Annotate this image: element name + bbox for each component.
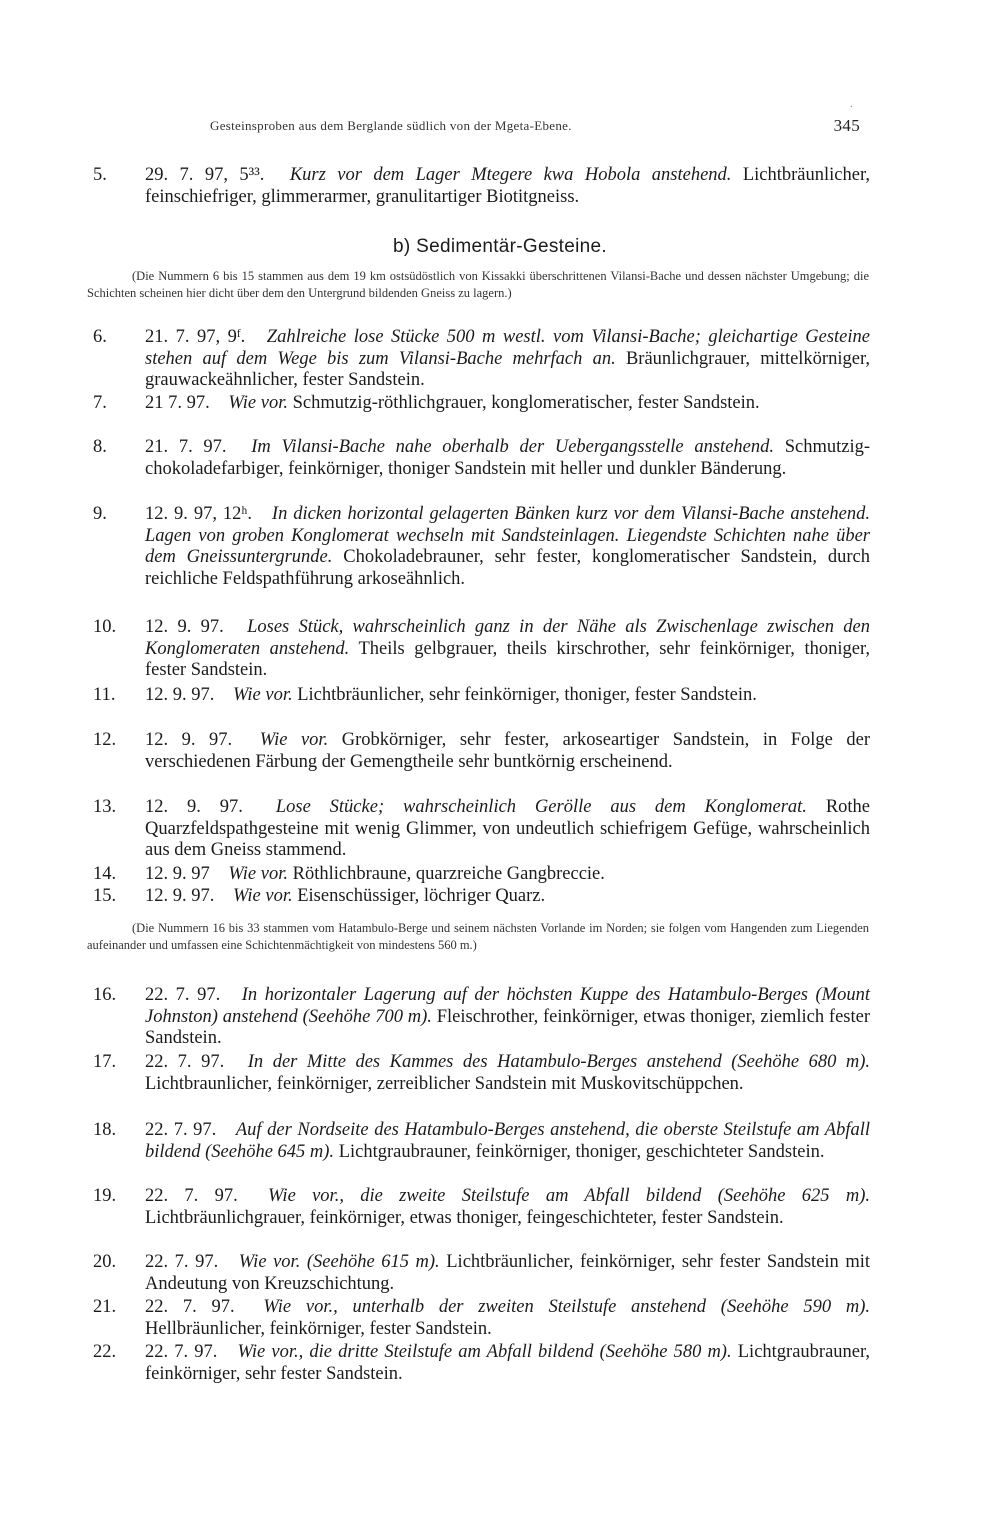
entry-location: Lose Stücke; wahrscheinlich Gerölle aus dem Konglomerat. (275, 797, 807, 817)
entry-number: 22. (93, 1342, 117, 1362)
entry (93, 617, 871, 682)
entry-description: Lichtbräunlichgrauer, feinkörniger, etwas thoniger, feingeschichteter, fester Sandstein. (145, 1207, 784, 1228)
entry (93, 327, 870, 392)
entry-number: 5. (93, 165, 107, 185)
entry-date: 12. 9. 97, 12ʰ. (145, 504, 252, 524)
entry-number: 20. (93, 1252, 117, 1272)
entry-description: Lichtbräunlicher, feinkörniger, sehr fester Sandstein mit Andeutung von Kreuzschichtung. (145, 1252, 871, 1294)
entry-location: Wie vor. (259, 730, 329, 750)
entry-description: Fleischrother, feinkörniger, etwas thoniger, ziemlich fester Sandstein. (145, 1006, 871, 1049)
entry-location: Zahlreiche lose Stücke 500 m westl. vom Vilansi-Bache; gleichartige Gesteine stehen auf dem Wege bis zum Vilansi-Bache mehrfach an. (145, 327, 870, 369)
entry-date: 22. 7. 97. (145, 1342, 218, 1362)
entry-location: In horizontaler Lagerung auf der höchsten Kuppe des Hatambulo-Berges (Mount Johnston) anstehend (Seehöhe 700 m). (145, 985, 871, 1027)
entry (93, 1120, 870, 1163)
entry-date: 22. 7. 97. (145, 1120, 217, 1140)
entry-date: 12. 9. 97 (145, 864, 210, 884)
entry (93, 437, 871, 480)
entry-location: In dicken horizontal gelagerten Bänken kurz vor dem Vilansi-Bache anstehend. Lagen von groben Konglomerat wechseln mit Sandsteinlagen. Liegendste Schichten nahe über dem Gneissuntergrunde. (145, 504, 871, 568)
entry-description: Lichtbraunlicher, feinkörniger, zerreiblicher Sandstein mit Muskovitschüppchen. (145, 1073, 744, 1094)
entry-date: 21 7. 97. (145, 393, 210, 413)
entry-date: 22. 7. 97. (145, 1052, 225, 1072)
entry (93, 1342, 871, 1385)
entry-number: 19. (93, 1186, 117, 1206)
section-heading: b) Sedimentär-Gesteine. (393, 236, 607, 257)
entry-description: Lichtgraubrauner, feinkörniger, thoniger, geschichteter Sandstein. (338, 1141, 825, 1162)
entry (93, 1186, 871, 1229)
entry-location: Loses Stück, wahrscheinlich ganz in der Nähe als Zwischenlage zwischen den Konglomeraten anstehend. (145, 617, 871, 659)
page-mark: . (850, 99, 853, 110)
entry-location: Wie vor., die zweite Steilstufe am Abfall bildend (Seehöhe 625 m). (268, 1186, 871, 1206)
entry-description: Hellbräunlicher, feinkörniger, fester Sandstein. (145, 1318, 492, 1339)
entry-location: Wie vor. (Seehöhe 615 m). (238, 1252, 440, 1272)
entry-location: Wie vor. (228, 393, 288, 413)
entry-number: 16. (93, 985, 117, 1005)
entry-date: 22. 7. 97. (145, 1297, 235, 1317)
entry-location: Wie vor., unterhalb der zweiten Steilstufe anstehend (Seehöhe 590 m). (263, 1297, 870, 1317)
entry-location: Wie vor. (233, 685, 293, 705)
entry-date: 12. 9. 97. (145, 617, 224, 637)
entry-description: Schmutzig-chokoladefarbiger, feinkörniger, thoniger Sandstein mit heller und dunkler Bänderung. (145, 437, 871, 479)
entry-number: 14. (93, 864, 117, 884)
entry-number: 17. (93, 1052, 117, 1072)
entry-date: 21. 7. 97. (145, 437, 227, 457)
page-number: 345 (833, 116, 860, 135)
entry-description: Schmutzig-röthlichgrauer, konglomeratischer, fester Sandstein. (292, 393, 760, 413)
entry-date: 29. 7. 97, 5³³. (145, 165, 265, 185)
entry (93, 1297, 870, 1340)
running-header (210, 118, 860, 134)
entry-number: 18. (93, 1120, 117, 1140)
entry-location: Wie vor. (228, 864, 288, 884)
entry-number: 10. (93, 617, 117, 637)
entry-description: Lichtbräunlicher, feinschiefriger, glimmerarmer, granulitartiger Biotitgneiss. (145, 165, 871, 207)
entry-date: 12. 9. 97. (145, 797, 243, 817)
entry-number: 6. (93, 327, 107, 347)
entry (93, 730, 871, 773)
entry-number: 7. (93, 393, 107, 413)
section-note-2: (Die Nummern 16 bis 33 stammen vom Hatambulo-Berge und seinem nächsten Vorlande im Norden; sie folgen vom Hangenden zum Liegenden aufeinander und umfassen eine Schichtenmächtigkeit von mindestens 560 m.) (87, 921, 869, 952)
entry-date: 22. 7. 97. (145, 1252, 219, 1272)
entry-description: Grobkörniger, sehr fester, arkoseartiger Sandstein, in Folge der verschiedenen Färbung der Gemengtheile sehr buntkörnig erscheinend. (145, 730, 871, 772)
entry-description: Eisenschüssiger, löchriger Quarz. (297, 886, 546, 906)
entry-date: 22. 7. 97. (145, 985, 221, 1005)
entry (93, 985, 871, 1050)
entry-number: 9. (93, 504, 107, 524)
entry (93, 1052, 871, 1095)
entry (93, 685, 870, 707)
entry-location: Wie vor., die dritte Steilstufe am Abfall bildend (Seehöhe 580 m). (237, 1342, 732, 1362)
entry-date: 21. 7. 97, 9ᶠ. (145, 327, 246, 347)
entry (93, 886, 870, 908)
entry-description: Bräunlichgrauer, mittelkörniger, grauwackeähnlicher, fester Sandstein. (145, 348, 870, 391)
entry-description: Theils gelbgrauer, theils kirschrother, sehr feinkörniger, thoniger, fester Sandstein. (145, 638, 870, 681)
entry-number: 13. (93, 797, 117, 817)
entry-number: 8. (93, 437, 107, 457)
entry-number: 12. (93, 730, 117, 750)
entry-location: Auf der Nordseite des Hatambulo-Berges anstehend, die oberste Steilstufe am Abfall bildend (Seehöhe 645 m). (145, 1120, 870, 1162)
entry-description: Lichtgraubrauner, feinkörniger, sehr fester Sandstein. (145, 1342, 871, 1384)
entry-description: Lichtbräunlicher, sehr feinkörniger, thoniger, fester Sandstein. (297, 685, 757, 705)
entry-number: 11. (93, 685, 116, 705)
entry-location: Wie vor. (233, 886, 293, 906)
entry-date: 22. 7. 97. (145, 1186, 238, 1206)
entry (93, 797, 871, 862)
entry-number: 15. (93, 886, 117, 906)
entry-location: Im Vilansi-Bache nahe oberhalb der Uebergangsstelle anstehend. (251, 437, 774, 457)
header-title: Gesteinsproben aus dem Berglande südlich von der Mgeta-Ebene. (210, 118, 572, 133)
entry-date: 12. 9. 97. (145, 730, 233, 750)
entry-date: 12. 9. 97. (145, 886, 215, 906)
entry-location: In der Mitte des Kammes des Hatambulo-Berges anstehend (Seehöhe 680 m). (247, 1052, 871, 1072)
entry (93, 864, 870, 886)
entry (93, 393, 870, 415)
entry-description: Rothe Quarzfeldspathgesteine mit wenig Glimmer, von undeutlich schiefrigem Gefüge, wahrscheinlich aus dem Gneiss stammend. (145, 797, 871, 861)
entry-description: Chokoladebrauner, sehr fester, konglomeratischer Sandstein, durch reichliche Feldspathführung arkoseähnlich. (145, 547, 870, 590)
entry (93, 1252, 871, 1295)
entry-number: 21. (93, 1297, 117, 1317)
entry-description: Röthlichbraune, quarzreiche Gangbreccie. (292, 864, 605, 884)
section-note-1: (Die Nummern 6 bis 15 stammen aus dem 19 km ostsüdöstlich von Kissakki überschrittenen Vilansi-Bache und dessen nächster Umgebung; die Schichten scheinen hier dicht über dem den Untergrund bildenden Gneiss zu lagern.) (87, 269, 869, 300)
entry (93, 504, 871, 591)
entry-location: Kurz vor dem Lager Mtegere kwa Hobola anstehend. (289, 165, 732, 185)
entry-5 (93, 165, 871, 208)
entry-date: 12. 9. 97. (145, 685, 215, 705)
